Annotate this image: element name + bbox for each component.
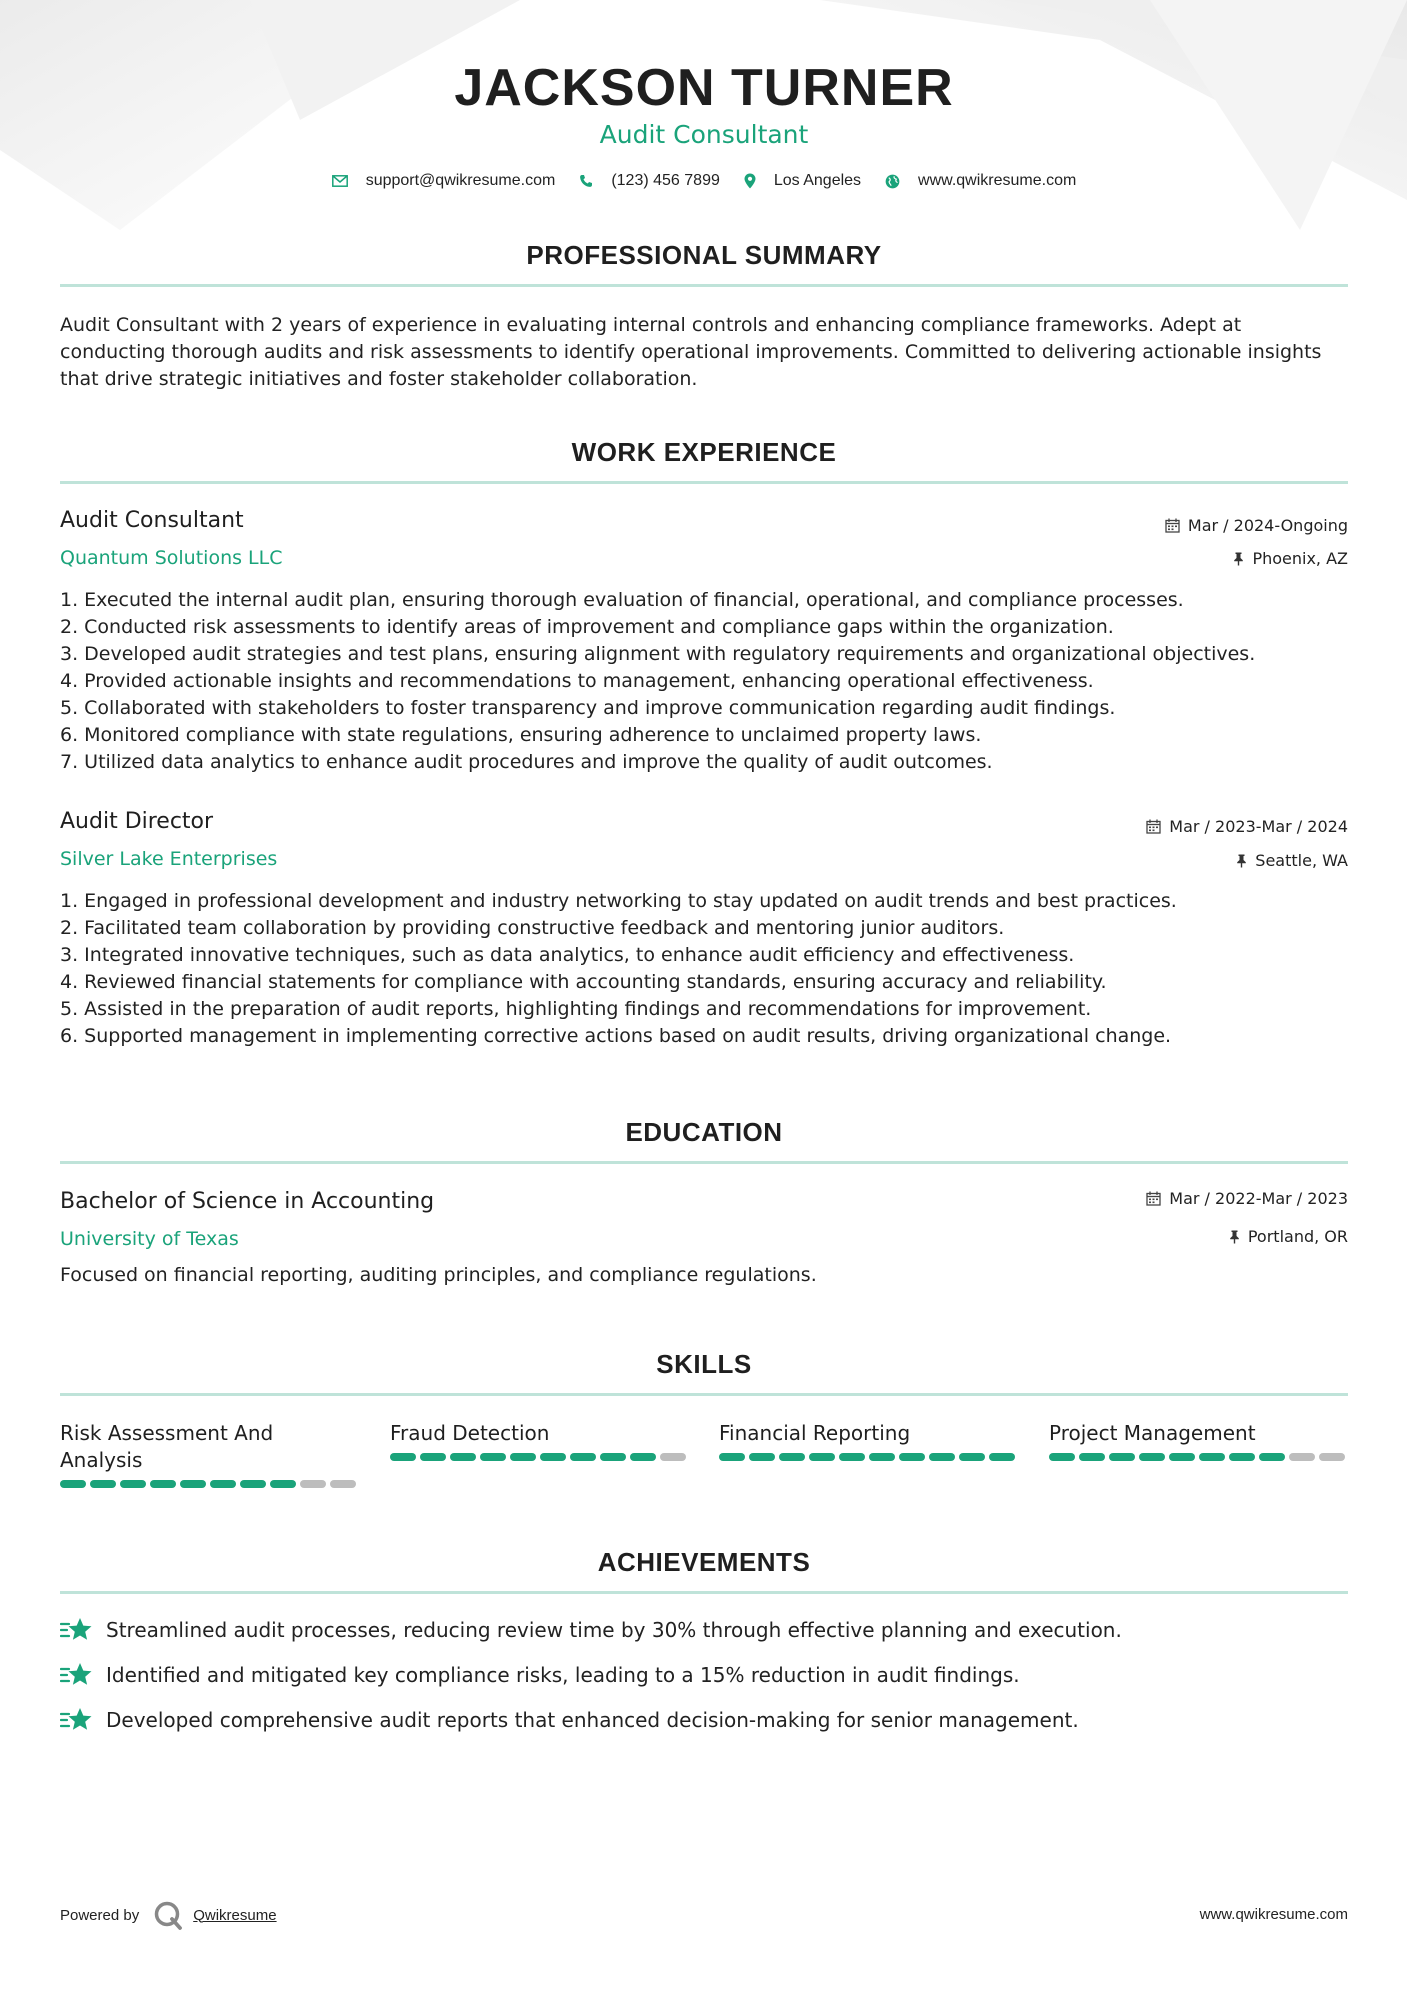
list-item: 5. Assisted in the preparation of audit reports, highlighting findings and recommendations for improvement. <box>60 998 1092 1020</box>
skill-segment-filled <box>1109 1453 1135 1461</box>
skill-segment-filled <box>929 1453 955 1461</box>
contact-phone-text: (123) 456 7899 <box>611 172 720 189</box>
calendar-icon <box>1146 1191 1161 1206</box>
contact-website[interactable] <box>885 172 1076 190</box>
skill-segment-filled <box>60 1480 86 1488</box>
achievement-item <box>60 1616 1348 1644</box>
skill-segment-filled <box>1049 1453 1075 1461</box>
calendar-icon <box>1165 518 1180 533</box>
skill-segment-filled <box>1169 1453 1195 1461</box>
job-title: Audit Consultant <box>60 508 244 533</box>
skill-segment-filled <box>1229 1453 1255 1461</box>
contact-email-text: support@qwikresume.com <box>365 172 556 189</box>
skill-segment-filled <box>510 1453 536 1461</box>
skill-segment-empty <box>330 1480 356 1488</box>
job-location-text: Phoenix, AZ <box>1252 549 1348 568</box>
school-name: University of Texas <box>60 1228 239 1250</box>
skill-segment-filled <box>1139 1453 1165 1461</box>
contact-phone[interactable] <box>579 172 720 190</box>
education-divider <box>60 1161 1348 1164</box>
skill-segment-filled <box>630 1453 656 1461</box>
qwikresume-logo-icon <box>153 1900 183 1930</box>
skills-divider <box>60 1393 1348 1396</box>
contact-website-text: www.qwikresume.com <box>918 172 1077 189</box>
job-dates <box>1165 516 1348 535</box>
pushpin-icon <box>1233 552 1244 566</box>
skill-segment-filled <box>1199 1453 1225 1461</box>
job-company: Quantum Solutions LLC <box>60 547 283 569</box>
list-item: 1. Engaged in professional development and industry networking to stay updated on audit trends and best practices. <box>60 890 1177 912</box>
skill-segment-filled <box>420 1453 446 1461</box>
skill-name: Risk Assessment And Analysis <box>60 1421 274 1472</box>
skill-level-bar <box>719 1453 1019 1461</box>
skill-segment-filled <box>839 1453 865 1461</box>
skill-segment-filled <box>959 1453 985 1461</box>
skill-item <box>1049 1420 1349 1461</box>
skill-segment-empty <box>660 1453 686 1461</box>
achievement-item <box>60 1706 1348 1734</box>
achievements-heading: ACHIEVEMENTS <box>597 1547 811 1577</box>
skill-segment-filled <box>570 1453 596 1461</box>
skill-segment-filled <box>899 1453 925 1461</box>
footer-powered-by <box>60 1900 277 1930</box>
education-dates-text: Mar / 2022-Mar / 2023 <box>1169 1189 1348 1208</box>
list-item: 6. Supported management in implementing corrective actions based on audit results, driving organizational change. <box>60 1025 1172 1047</box>
achievements-divider <box>60 1591 1348 1594</box>
job-title: Audit Director <box>60 809 214 834</box>
skill-segment-filled <box>120 1480 146 1488</box>
summary-divider <box>60 284 1348 287</box>
job-dates <box>1146 817 1348 836</box>
skill-segment-filled <box>480 1453 506 1461</box>
education-dates <box>1146 1189 1348 1208</box>
skill-segment-filled <box>90 1480 116 1488</box>
skill-name: Project Management <box>1049 1421 1256 1445</box>
skill-segment-empty <box>1289 1453 1315 1461</box>
envelope-icon <box>332 175 348 187</box>
list-item: 3. Integrated innovative techniques, such as data analytics, to enhance audit efficiency and effectiveness. <box>60 944 1075 966</box>
skill-segment-filled <box>869 1453 895 1461</box>
list-item: 5. Collaborated with stakeholders to foster transparency and improve communication regarding audit findings. <box>60 697 1116 719</box>
list-item: 4. Provided actionable insights and recommendations to management, enhancing operational effectiveness. <box>60 670 1094 692</box>
skill-level-bar <box>60 1480 360 1488</box>
skill-segment-filled <box>1079 1453 1105 1461</box>
job-bullets <box>60 888 1348 1050</box>
achievement-text: Developed comprehensive audit reports that enhanced decision-making for senior management. <box>106 1708 1079 1732</box>
map-pin-icon <box>744 173 756 189</box>
star-badge-icon <box>60 1661 92 1689</box>
list-item: 7. Utilized data analytics to enhance audit procedures and improve the quality of audit outcomes. <box>60 751 993 773</box>
contact-location <box>744 172 861 190</box>
education-location-text: Portland, OR <box>1247 1227 1348 1246</box>
candidate-role: Audit Consultant <box>599 120 809 149</box>
skill-level-bar <box>390 1453 690 1461</box>
skill-item <box>719 1420 1019 1461</box>
job-dates-text: Mar / 2024-Ongoing <box>1187 516 1348 535</box>
contact-email[interactable] <box>332 172 556 190</box>
education-heading: EDUCATION <box>625 1117 783 1147</box>
skill-segment-filled <box>180 1480 206 1488</box>
education-location <box>1229 1227 1348 1246</box>
list-item: 2. Facilitated team collaboration by providing constructive feedback and mentoring junior auditors. <box>60 917 1005 939</box>
list-item: 6. Monitored compliance with state regulations, ensuring adherence to unclaimed property laws. <box>60 724 982 746</box>
skill-segment-empty <box>300 1480 326 1488</box>
skill-name: Financial Reporting <box>719 1421 911 1445</box>
contact-location-text: Los Angeles <box>773 172 862 189</box>
skill-segment-filled <box>240 1480 266 1488</box>
contact-bar <box>60 172 1348 190</box>
skill-level-bar <box>1049 1453 1349 1461</box>
experience-heading: WORK EXPERIENCE <box>571 437 837 467</box>
job-location <box>1233 549 1348 568</box>
summary-text: Audit Consultant with 2 years of experience in evaluating internal controls and enhancing compliance frameworks. Adept at conducting thorough audits and risk assessments to identify operational improvements. Committed to delivering actionable insights that drive strategic initiatives and foster stakeholder collaboration. <box>60 314 1322 390</box>
job-dates-text: Mar / 2023-Mar / 2024 <box>1169 817 1348 836</box>
star-badge-icon <box>60 1706 92 1734</box>
skill-name: Fraud Detection <box>390 1421 550 1445</box>
skill-segment-filled <box>540 1453 566 1461</box>
skill-segment-filled <box>390 1453 416 1461</box>
skill-segment-empty <box>1319 1453 1345 1461</box>
job-location <box>1236 851 1348 870</box>
pushpin-icon <box>1229 1230 1240 1244</box>
education-description: Focused on financial reporting, auditing principles, and compliance regulations. <box>60 1264 817 1286</box>
powered-by-label: Powered by <box>60 1906 140 1924</box>
job-company: Silver Lake Enterprises <box>60 848 278 870</box>
skill-segment-filled <box>270 1480 296 1488</box>
globe-icon <box>885 174 900 189</box>
achievement-text: Streamlined audit processes, reducing review time by 30% through effective planning and execution. <box>106 1618 1122 1642</box>
skill-segment-filled <box>719 1453 745 1461</box>
skill-segment-filled <box>210 1480 236 1488</box>
skills-heading: SKILLS <box>656 1349 752 1379</box>
footer-website[interactable]: www.qwikresume.com <box>1199 1906 1348 1923</box>
skill-segment-filled <box>150 1480 176 1488</box>
skill-segment-filled <box>450 1453 476 1461</box>
list-item: 3. Developed audit strategies and test plans, ensuring alignment with regulatory requirements and organizational objectives. <box>60 643 1256 665</box>
list-item: 1. Executed the internal audit plan, ensuring thorough evaluation of financial, operational, and compliance processes. <box>60 589 1184 611</box>
skill-segment-filled <box>600 1453 626 1461</box>
job-location-text: Seattle, WA <box>1255 851 1348 870</box>
calendar-icon <box>1146 819 1161 834</box>
candidate-name: JACKSON TURNER <box>454 59 954 117</box>
star-badge-icon <box>60 1616 92 1644</box>
pushpin-icon <box>1236 854 1247 868</box>
skill-segment-filled <box>989 1453 1015 1461</box>
brand-link[interactable]: Qwikresume <box>193 1906 277 1924</box>
list-item: 4. Reviewed financial statements for compliance with accounting standards, ensuring accuracy and reliability. <box>60 971 1107 993</box>
skill-segment-filled <box>749 1453 775 1461</box>
skill-segment-filled <box>1259 1453 1285 1461</box>
job-bullets <box>60 587 1348 776</box>
phone-icon <box>579 174 593 188</box>
skill-segment-filled <box>779 1453 805 1461</box>
skill-item <box>60 1420 360 1488</box>
skill-item <box>390 1420 690 1461</box>
achievement-text: Identified and mitigated key compliance risks, leading to a 15% reduction in audit findings. <box>106 1663 1020 1687</box>
list-item: 2. Conducted risk assessments to identify areas of improvement and compliance gaps within the organization. <box>60 616 1114 638</box>
experience-divider <box>60 481 1348 484</box>
skill-segment-filled <box>809 1453 835 1461</box>
resume-page <box>60 0 1348 1990</box>
achievement-item <box>60 1661 1348 1689</box>
degree-title: Bachelor of Science in Accounting <box>60 1189 435 1214</box>
summary-heading: PROFESSIONAL SUMMARY <box>526 240 882 270</box>
